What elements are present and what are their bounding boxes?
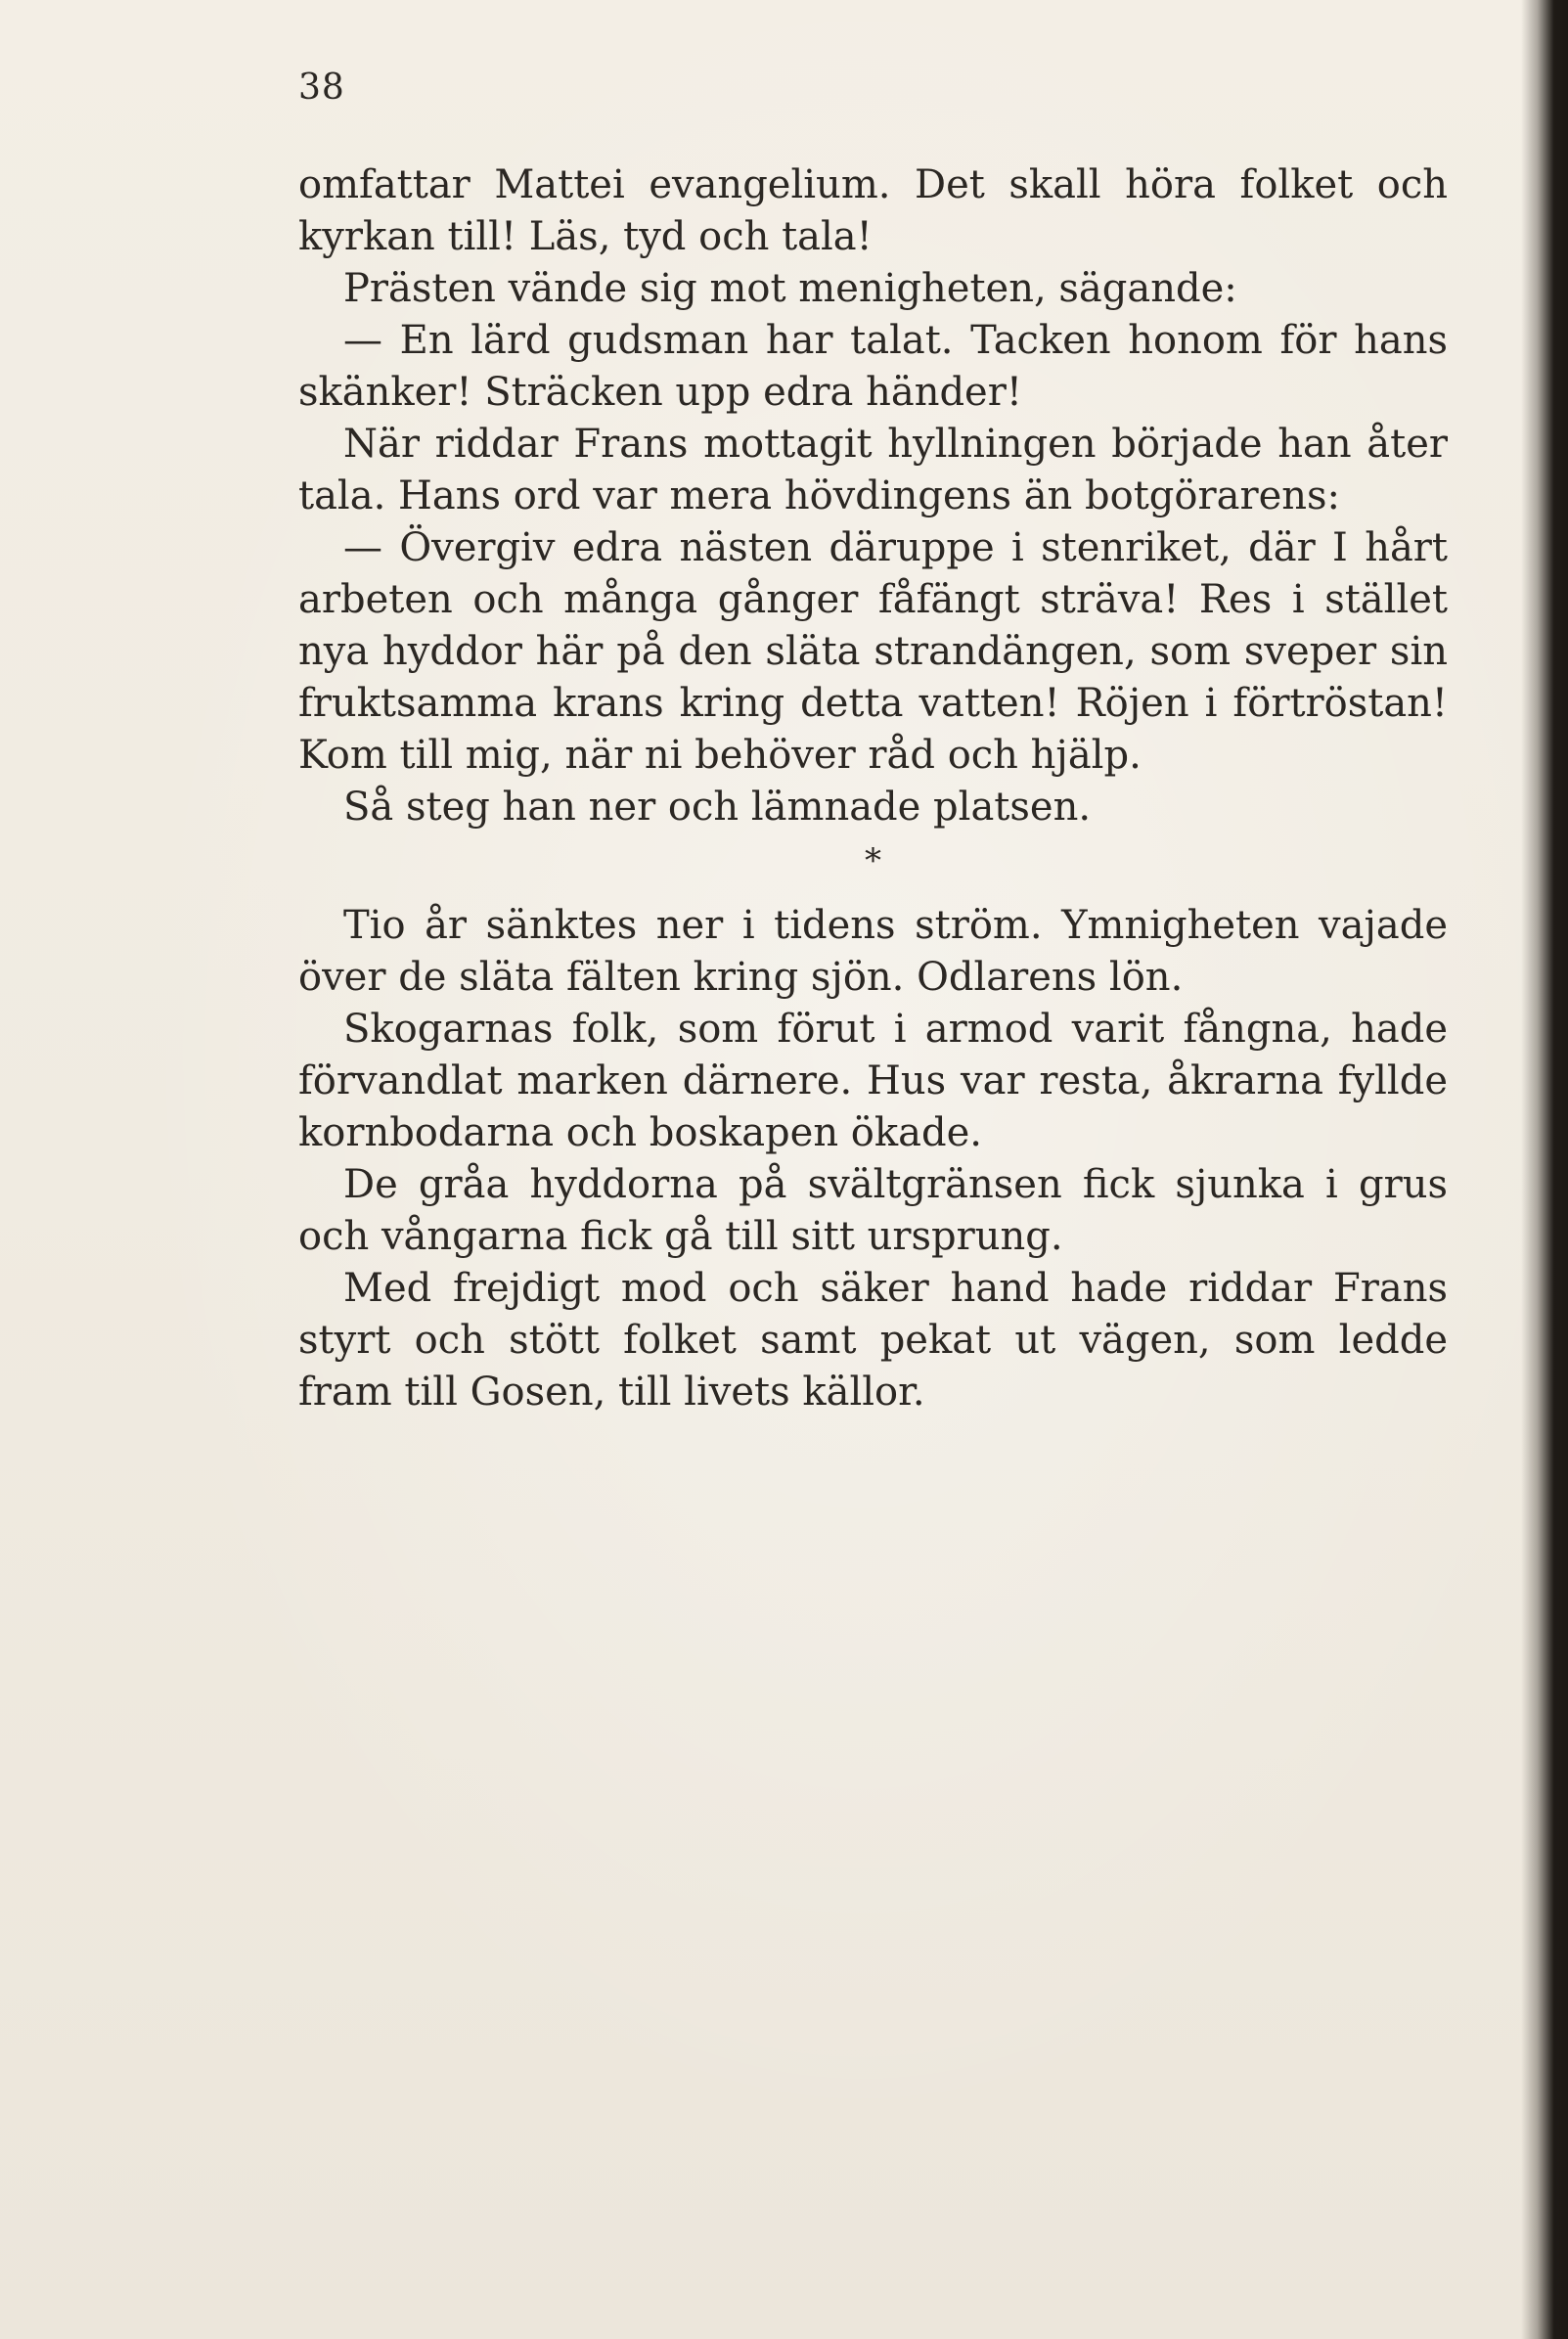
paragraph-9: De gråa hyddorna på svältgränsen fick sjunka i grus och vångarna fick gå till sitt ursprung. [298,1162,1448,1259]
page-number: 38 [298,67,345,108]
paragraph-10: Med frejdigt mod och säker hand hade riddar Frans styrt och stött folket samt pekat ut vägen, som ledde fram till Gosen, till livets källor. [298,1266,1448,1415]
paragraph-1: omfattar Mattei evangelium. Det skall höra folket och kyrkan till! Läs, tyd och tala! [298,162,1448,259]
paragraph-6: Så steg han ner och lämnade platsen. [343,785,1092,830]
paragraph-2: Prästen vände sig mot menigheten, sägande: [343,266,1237,311]
section-gap [298,888,1448,900]
paragraph-7: Tio år sänktes ner i tidens ström. Ymnigheten vajade över de släta fälten kring sjön. Odlarens lön. [298,903,1448,1000]
spine-shadow [1521,0,1568,2339]
body-text [298,159,1448,1418]
paragraph-3: — En lärd gudsman har talat. Tacken honom för hans skänker! Sträcken upp edra händer! [298,318,1448,415]
section-separator: * [865,841,881,880]
paragraph-5: — Övergiv edra nästen däruppe i stenriket, där I hårt arbeten och många gånger fåfängt sträva! Res i stället nya hyddor här på den släta strandängen, som sveper sin fruktsamma krans kring detta vatten! Röjen i förtröstan! Kom till mig, när ni behöver råd och hjälp. [298,525,1448,778]
paragraph-4: När riddar Frans mottagit hyllningen började han åter tala. Hans ord var mera hövdingens än botgörarens: [298,422,1448,518]
paragraph-8: Skogarnas folk, som förut i armod varit fångna, hade förvandlat marken därnere. Hus var resta, åkrarna fyllde kornbodarna och boskapen ökade. [298,1007,1448,1155]
